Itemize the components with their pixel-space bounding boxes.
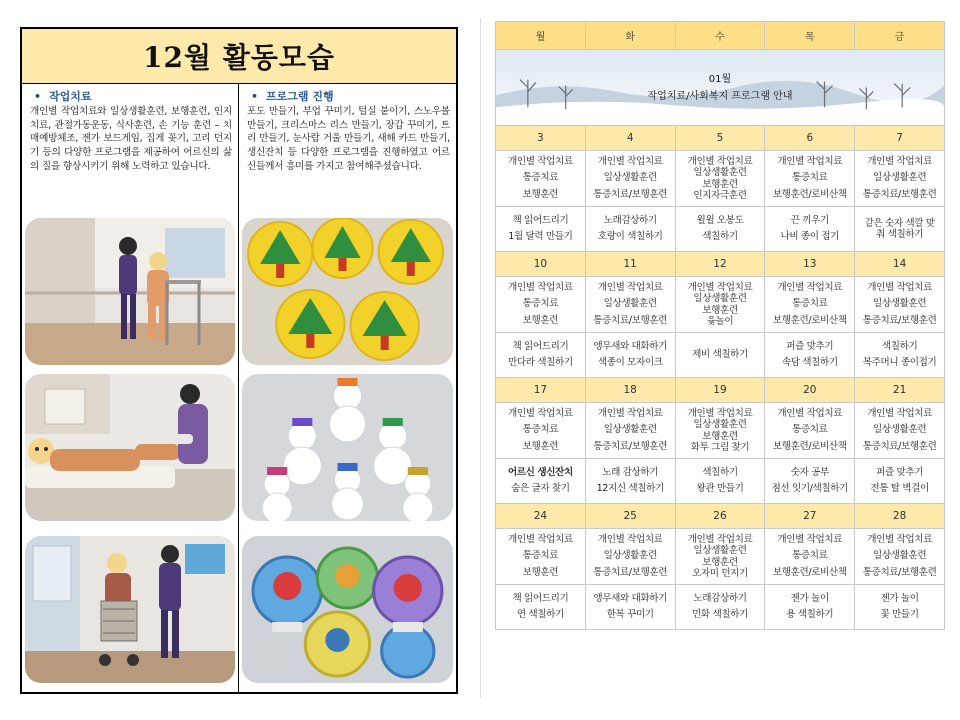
therapy-item: 일상생활훈련	[872, 298, 927, 310]
activity-item: 끈 끼우기	[790, 214, 829, 226]
therapy-item: 개인별 작업치료	[597, 155, 663, 167]
therapy-cell	[585, 151, 675, 207]
therapy-cell	[855, 277, 945, 333]
date-cell: 26	[675, 504, 765, 529]
therapy-item: 통증치료/보행훈련	[862, 314, 937, 326]
therapy-item: 오자미 던지기	[692, 568, 748, 579]
therapy-item: 일상생활훈련	[603, 172, 657, 184]
therapy-item: 개인별 작업치료	[597, 281, 663, 293]
weekday-header: 금	[855, 22, 945, 50]
therapy-item: 통증치료	[792, 172, 828, 184]
therapy-cell	[496, 277, 586, 333]
therapy-item: 개인별 작업치료	[508, 533, 573, 545]
activity-item: 앵무새와 대화하기	[593, 592, 667, 604]
therapy-item: 윷놀이	[706, 316, 734, 327]
date-cell: 20	[765, 378, 855, 403]
activity-item: 노래감상하기	[603, 214, 657, 226]
activity-item: 책 읽어드리기	[512, 592, 569, 604]
activity-item: 젠가 놀이	[790, 592, 829, 604]
activity-cell	[675, 459, 765, 504]
therapy-item: 개인별 작업치료	[687, 155, 753, 167]
program-body: 포도 만들기, 부업 꾸미기, 털실 붙이기, 스노우볼 만들기, 크리스마스 리스 만들기, 장갑 꾸미기, 트리 만들기, 눈사람 거울 만들기, 새해 카드 만들기, 생신잔치 등 다양한 프로그램을 진행하였고 어르신들께서 흥미를 가지고 참여해주셨습니다.	[247, 106, 450, 172]
activity-item: 숫자 공부	[790, 466, 829, 478]
date-cell: 14	[855, 252, 945, 277]
therapy-cell	[675, 403, 765, 459]
activity-item: 1월 달력 만들기	[508, 231, 573, 242]
therapy-cell	[855, 151, 945, 207]
activity-row	[496, 459, 945, 504]
activity-cell	[765, 333, 855, 378]
therapy-item: 보행훈련/로비산책	[772, 314, 847, 326]
program-heading	[239, 84, 456, 104]
therapy-item: 보행훈련/로비산책	[772, 566, 847, 578]
photo-bed-exercise	[25, 374, 235, 521]
weekday-header-row	[496, 22, 945, 50]
therapy-item: 통증치료/보행훈련	[862, 440, 937, 452]
program-column	[239, 84, 456, 692]
activity-cell	[675, 207, 765, 252]
date-cell: 25	[585, 504, 675, 529]
banner-text	[496, 71, 944, 105]
therapy-item: 개인별 작업치료	[687, 407, 753, 419]
banner-subtitle: 작업치료/사회복지 프로그램 안내	[647, 90, 793, 102]
photo-snow-globes	[242, 536, 453, 683]
therapy-item: 보행훈련/로비산책	[772, 440, 847, 452]
therapy-cell	[855, 403, 945, 459]
therapy-cell	[585, 403, 675, 459]
activity-cell	[855, 333, 945, 378]
therapy-row	[496, 403, 945, 459]
photo-walker-training	[25, 218, 235, 365]
activity-item: 제비 색칠하기	[692, 348, 748, 360]
therapy-cell	[496, 529, 586, 585]
therapy-cell	[765, 403, 855, 459]
therapy-cell	[585, 529, 675, 585]
date-cell: 19	[675, 378, 765, 403]
therapy-item: 통증치료	[792, 550, 828, 562]
therapy-item: 보행훈련	[702, 178, 738, 190]
activity-cell	[585, 459, 675, 504]
date-cell: 27	[765, 504, 855, 529]
weekday-header: 수	[675, 22, 765, 50]
therapy-item: 보행훈련	[702, 304, 738, 316]
activity-cell	[765, 459, 855, 504]
weekday-header: 월	[496, 22, 586, 50]
newsletter-title: 12월 활동모습	[143, 41, 335, 74]
activity-cell	[585, 585, 675, 630]
occupational-heading	[22, 84, 238, 104]
activity-cell	[675, 333, 765, 378]
therapy-cell	[585, 277, 675, 333]
date-row	[496, 126, 945, 151]
therapy-item: 개인별 작업치료	[777, 281, 843, 293]
activity-cell	[765, 585, 855, 630]
weekday-header: 화	[585, 22, 675, 50]
date-cell: 4	[585, 126, 675, 151]
therapy-item: 일상생활훈련	[693, 419, 747, 430]
activity-item: 숨은 글자 찾기	[511, 483, 570, 494]
therapy-cell	[496, 151, 586, 207]
therapy-item: 보행훈련	[522, 566, 559, 578]
therapy-item: 개인별 작업치료	[597, 407, 663, 419]
therapy-cell	[765, 529, 855, 585]
newsletter-title-box	[22, 29, 456, 84]
activity-item: 12지신 색칠하기	[596, 483, 664, 494]
therapy-item: 통증치료/보행훈련	[862, 566, 937, 578]
activity-cell	[496, 333, 586, 378]
therapy-cell	[765, 151, 855, 207]
therapy-cell	[675, 151, 765, 207]
activity-row	[496, 585, 945, 630]
therapy-item: 인지자극훈련	[693, 190, 747, 201]
date-cell: 28	[855, 504, 945, 529]
therapy-item: 보행훈련	[522, 440, 559, 452]
banner-month: 01월	[708, 73, 732, 85]
activity-item: 색칠하기	[702, 231, 738, 242]
photo-rollator-walk	[25, 536, 235, 683]
therapy-item: 개인별 작업치료	[687, 281, 753, 293]
therapy-item: 통증치료	[522, 298, 559, 310]
therapy-item: 개인별 작업치료	[867, 407, 932, 419]
activity-item: 퍼즐 맞추기	[786, 340, 834, 352]
therapy-item: 일상생활훈련	[872, 424, 927, 436]
activity-item: 앵무새와 대화하기	[593, 340, 667, 352]
program-calendar	[495, 21, 945, 630]
therapy-cell	[496, 403, 586, 459]
date-row	[496, 378, 945, 403]
activity-item: 어르신 생신잔치	[507, 466, 573, 478]
therapy-item: 개인별 작업치료	[597, 533, 663, 545]
activity-item: 연 색칠하기	[516, 609, 564, 620]
banner-row	[496, 50, 945, 126]
therapy-item: 일상생활훈련	[603, 298, 657, 310]
therapy-item: 통증치료/보행훈련	[593, 314, 668, 326]
date-row	[496, 252, 945, 277]
therapy-item: 보행훈련	[702, 430, 738, 442]
photo-christmas-tree-plates	[242, 218, 453, 365]
therapy-item: 통증치료	[522, 550, 559, 562]
therapy-item: 개인별 작업치료	[867, 533, 932, 545]
activity-item: 점선 잇기/색칠하기	[771, 483, 848, 494]
weekday-header: 목	[765, 22, 855, 50]
occupational-heading-text: 작업치료	[49, 90, 92, 103]
therapy-item: 개인별 작업치료	[687, 533, 753, 545]
therapy-item: 통증치료/보행훈련	[593, 188, 668, 200]
activity-item: 윌윌 오봉도	[696, 214, 744, 226]
therapy-item: 일상생활훈련	[603, 550, 657, 562]
therapy-item: 일상생활훈련	[693, 167, 747, 178]
therapy-item: 보행훈련/로비산책	[772, 188, 847, 200]
therapy-item: 개인별 작업치료	[777, 533, 843, 545]
therapy-item: 개인별 작업치료	[777, 155, 843, 167]
activity-item: 같은 숫자 색깔 맞	[864, 217, 935, 229]
activity-item: 춰 색칠하기	[876, 229, 924, 240]
therapy-item: 개인별 작업치료	[508, 281, 573, 293]
therapy-item: 개인별 작업치료	[867, 155, 932, 167]
therapy-item: 통증치료/보행훈련	[593, 566, 668, 578]
activity-item: 색칠하기	[881, 340, 918, 352]
activity-item: 노래감상하기	[693, 592, 747, 604]
therapy-item: 화투 그림 찾기	[690, 442, 750, 453]
therapy-item: 개인별 작업치료	[508, 407, 573, 419]
therapy-item: 보행훈련	[702, 556, 738, 568]
therapy-cell	[765, 277, 855, 333]
activity-item: 속담 색칠하기	[781, 357, 838, 368]
therapy-item: 보행훈련	[522, 188, 559, 200]
therapy-row	[496, 277, 945, 333]
therapy-row	[496, 151, 945, 207]
therapy-item: 개인별 작업치료	[867, 281, 932, 293]
photo-snowmen-craft	[242, 374, 453, 521]
therapy-item: 보행훈련	[522, 314, 559, 326]
therapy-cell	[855, 529, 945, 585]
therapy-item: 일상생활훈련	[693, 545, 747, 556]
activity-item: 민화 색칠하기	[692, 609, 748, 620]
newsletter-columns	[22, 84, 456, 692]
program-heading-text: 프로그램 진행	[266, 90, 334, 103]
activity-item: 꽃 만들기	[880, 609, 919, 620]
activity-item: 색종이 모자이크	[597, 357, 663, 368]
activity-item: 책 읽어드리기	[512, 340, 569, 352]
therapy-item: 통증치료/보행훈련	[593, 440, 668, 452]
date-cell: 11	[585, 252, 675, 277]
date-cell: 17	[496, 378, 586, 403]
newsletter-panel	[20, 27, 458, 694]
bullet-icon: •	[34, 90, 42, 103]
activity-item: 복주머니 종이접기	[862, 357, 937, 368]
bullet-icon: •	[251, 90, 259, 103]
activity-item: 노래 감상하기	[602, 466, 659, 478]
activity-row	[496, 207, 945, 252]
activity-cell	[855, 207, 945, 252]
therapy-item: 개인별 작업치료	[777, 407, 843, 419]
therapy-item: 통증치료	[522, 424, 559, 436]
therapy-item: 일상생활훈련	[872, 172, 927, 184]
date-cell: 6	[765, 126, 855, 151]
page-divider	[480, 18, 481, 698]
therapy-item: 일상생활훈련	[603, 424, 657, 436]
activity-item: 젠가 놀이	[880, 592, 919, 604]
activity-item: 전통 탈 벽걸이	[870, 483, 929, 494]
activity-item: 만다라 색칠하기	[508, 357, 573, 368]
activity-item: 용 색칠하기	[786, 609, 834, 620]
therapy-cell	[675, 529, 765, 585]
therapy-item: 통증치료	[792, 298, 828, 310]
activity-item: 나비 종이 접기	[780, 231, 840, 242]
activity-cell	[496, 585, 586, 630]
winter-banner	[496, 50, 945, 126]
occupational-body: 개인별 작업치료와 일상생활훈련, 보행훈련, 인지치료, 관절가동운동, 식사훈련, 손 기능 훈련 – 치매예방체조, 젠가 보드게임, 집게 꽂기, 고리 던지기 등의 다양한 프로그램을 제공하여 어르신의 삶의 질을 향상시키기 위해 노력하고 있습니다.	[30, 106, 232, 172]
activity-cell	[675, 585, 765, 630]
therapy-item: 개인별 작업치료	[508, 155, 573, 167]
activity-row	[496, 333, 945, 378]
therapy-item: 통증치료	[792, 424, 828, 436]
activity-cell	[765, 207, 855, 252]
therapy-cell	[675, 277, 765, 333]
activity-cell	[855, 459, 945, 504]
date-cell: 10	[496, 252, 586, 277]
therapy-item: 일상생활훈련	[872, 550, 927, 562]
therapy-item: 통증치료	[522, 172, 559, 184]
date-row	[496, 504, 945, 529]
therapy-item: 통증치료/보행훈련	[862, 188, 937, 200]
activity-item: 책 읽어드리기	[512, 214, 569, 226]
therapy-item: 일상생활훈련	[693, 293, 747, 304]
activity-cell	[496, 207, 586, 252]
date-cell: 13	[765, 252, 855, 277]
date-cell: 3	[496, 126, 586, 151]
therapy-row	[496, 529, 945, 585]
activity-cell	[585, 333, 675, 378]
activity-item: 색칠하기	[702, 466, 738, 478]
activity-item: 퍼즐 맞추기	[876, 466, 924, 478]
activity-item: 한복 꾸미기	[606, 609, 654, 620]
date-cell: 5	[675, 126, 765, 151]
activity-cell	[496, 459, 586, 504]
activity-cell	[855, 585, 945, 630]
date-cell: 18	[585, 378, 675, 403]
occupational-column	[22, 84, 239, 692]
date-cell: 24	[496, 504, 586, 529]
activity-item: 호랑이 색칠하기	[597, 231, 663, 242]
activity-item: 왕관 만들기	[696, 483, 744, 494]
activity-cell	[585, 207, 675, 252]
date-cell: 7	[855, 126, 945, 151]
date-cell: 12	[675, 252, 765, 277]
date-cell: 21	[855, 378, 945, 403]
